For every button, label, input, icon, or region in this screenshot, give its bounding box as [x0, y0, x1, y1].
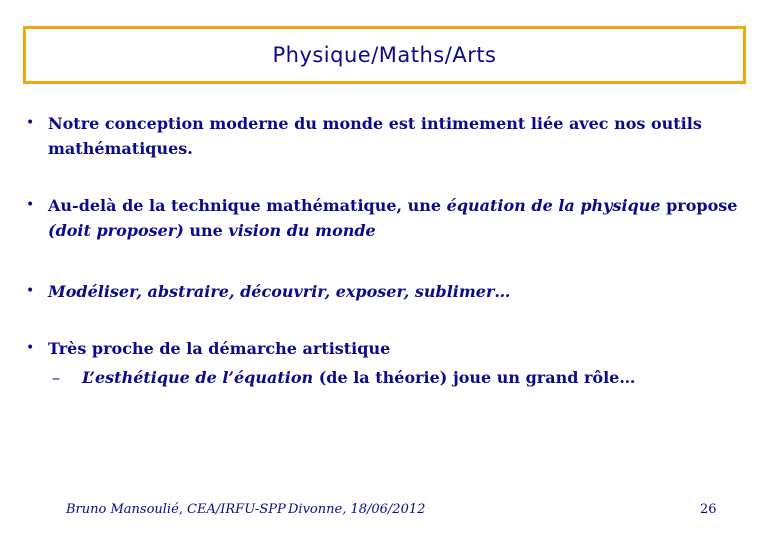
- bullet-icon: •: [26, 197, 35, 213]
- bullet-2-emphasis-a: équation de la physique: [446, 196, 661, 215]
- footer-place-date: Divonne, 18/06/2012: [288, 502, 426, 517]
- bullet-item-4: [22, 336, 635, 390]
- sub-bullet: [52, 365, 635, 390]
- slide-title: Physique/Maths/Arts: [272, 43, 497, 67]
- bullet-2-text-a: Au-delà de la technique mathématique, une: [48, 196, 447, 215]
- title-box: [23, 26, 746, 84]
- footer-author: Bruno Mansoulié, CEA/IRFU-SPP: [66, 502, 286, 517]
- bullet-item-3: [22, 279, 510, 304]
- bullet-4-line-1: Très proche de la démarche artistique: [48, 339, 391, 358]
- bullet-icon: •: [26, 340, 35, 356]
- bullet-2-text-c: une: [183, 221, 229, 240]
- bullet-2-text-b: propose: [660, 196, 738, 215]
- bullet-2-line-1: [48, 193, 737, 218]
- bullet-item-1: [22, 111, 702, 161]
- sub-bullet-emphasis: L’esthétique de l’équation: [82, 368, 314, 387]
- sub-bullet-text: [82, 365, 635, 390]
- bullet-3-text: Modéliser, abstraire, découvrir, exposer, sublimer…: [48, 282, 511, 301]
- bullet-2-emphasis-b: (doit proposer): [48, 221, 184, 240]
- sub-bullet-dash: –: [52, 368, 60, 387]
- bullet-1-line-1: Notre conception moderne du monde est intimement liée avec nos outils: [48, 114, 702, 133]
- bullet-icon: •: [26, 115, 35, 131]
- bullet-item-2: [22, 193, 737, 243]
- bullet-1-line-2: mathématiques.: [48, 139, 193, 158]
- bullet-2-line-2: [48, 218, 737, 243]
- bullet-2-emphasis-c: vision du monde: [228, 221, 376, 240]
- footer-page-number: 26: [700, 502, 717, 517]
- sub-bullet-rest: (de la théorie) joue un grand rôle…: [313, 368, 636, 387]
- bullet-icon: •: [26, 283, 35, 299]
